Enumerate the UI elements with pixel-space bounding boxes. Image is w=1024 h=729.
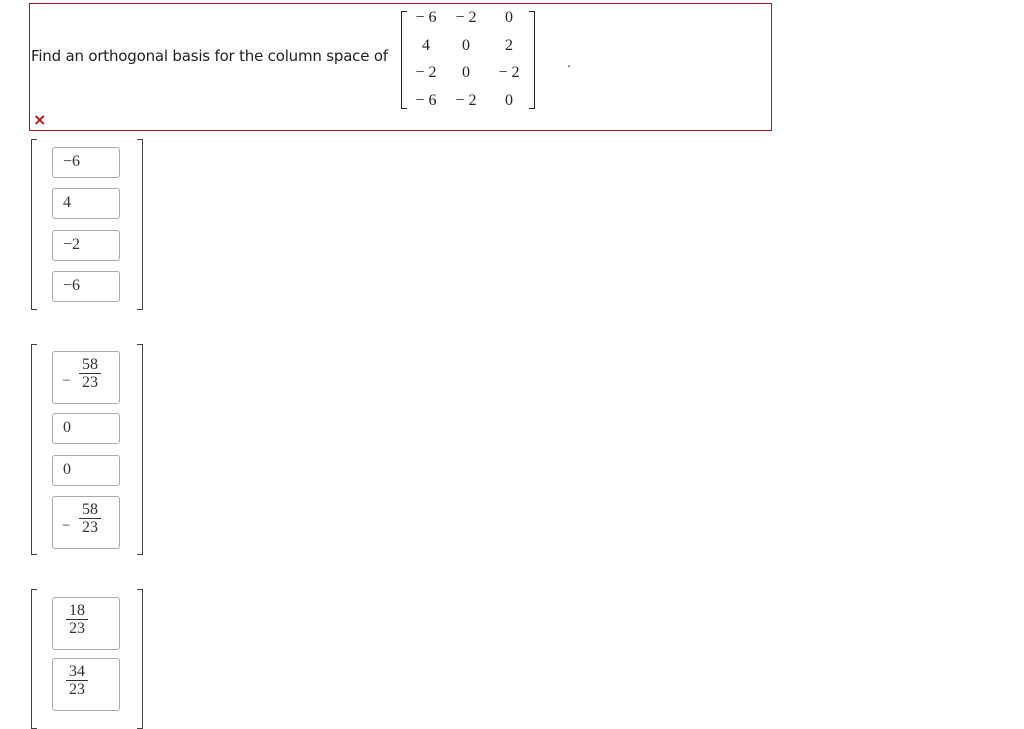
vector-left-bracket	[31, 589, 37, 729]
matrix-cell: 4	[422, 37, 430, 54]
matrix-cell: 0	[505, 9, 513, 26]
sentence-period: .	[567, 54, 571, 70]
vector-right-bracket	[137, 589, 143, 729]
question-prompt: Find an orthogonal basis for the column space of	[31, 47, 388, 65]
matrix-cell: − 2	[498, 64, 520, 81]
vector-entry-input[interactable]: 0	[52, 413, 120, 444]
matrix-right-bracket	[529, 11, 535, 109]
vector-right-bracket	[137, 139, 143, 310]
vector-right-bracket	[137, 344, 143, 555]
basis-vector-2	[31, 344, 143, 555]
vector-entry-input[interactable]: −2	[52, 230, 120, 261]
question-box	[29, 3, 772, 131]
matrix-cell: − 6	[415, 9, 437, 26]
basis-vector-1	[31, 139, 143, 310]
matrix-cell: − 2	[415, 64, 437, 81]
matrix-cell: 0	[462, 64, 470, 81]
vector-entry-input[interactable]: 4	[52, 188, 120, 219]
vector-entry-input[interactable]: −6	[52, 271, 120, 302]
matrix-cell: − 2	[455, 92, 477, 109]
basis-vector-3	[31, 589, 143, 729]
vector-entry-input[interactable]: 0	[52, 455, 120, 486]
incorrect-x-icon: ×	[33, 110, 47, 129]
given-matrix	[401, 7, 535, 110]
vector-entry-input[interactable]: $\frac{18}{23}$	[52, 597, 120, 650]
matrix-cell: 2	[505, 37, 513, 54]
vector-entry-input[interactable]: $\frac{34}{23}$	[52, 658, 120, 711]
vector-entry-input[interactable]: −6	[52, 147, 120, 178]
vector-left-bracket	[31, 344, 37, 555]
matrix-cell: 0	[505, 92, 513, 109]
vector-entry-input[interactable]: − $\frac{58}{23}$	[52, 496, 120, 549]
vector-left-bracket	[31, 139, 37, 310]
matrix-cell: 0	[462, 37, 470, 54]
matrix-cell: − 6	[415, 92, 437, 109]
matrix-cell: − 2	[455, 9, 477, 26]
vector-entry-input[interactable]: − $\frac{58}{23}$	[52, 351, 120, 404]
